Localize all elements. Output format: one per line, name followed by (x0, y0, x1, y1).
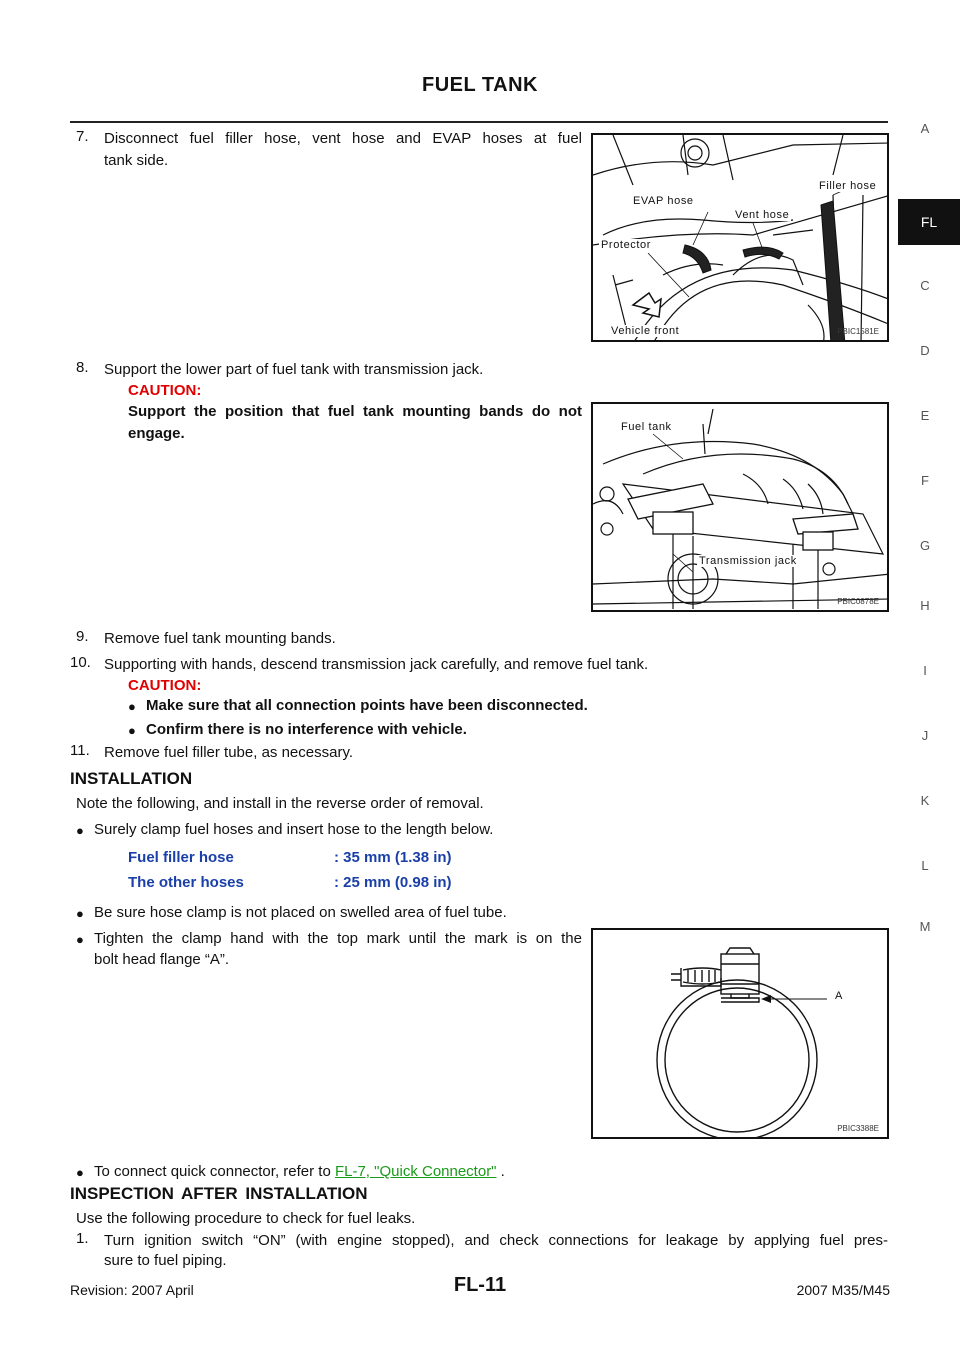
quick-connector-text-end: . (496, 1163, 505, 1180)
inspection-heading: INSPECTION AFTER INSTALLATION (70, 1184, 368, 1203)
step-11-number: 11. (70, 742, 90, 759)
spec-other-hoses-name: The other hoses (128, 874, 244, 891)
bullet-icon: ● (76, 1165, 84, 1180)
installation-bullet-tighten-line1: Tighten the clamp hand with the top mark until the mark is on the (94, 930, 582, 947)
bullet-icon: ● (128, 723, 136, 738)
index-tab-c[interactable]: C (920, 278, 930, 293)
figure-code-2: PBIC0878E (837, 597, 879, 606)
section-index-tabs (890, 0, 960, 1358)
figure-transmission-jack (591, 402, 889, 612)
bullet-icon: ● (76, 823, 84, 838)
label-bolt-head-flange-a: A (835, 990, 843, 1002)
jack-diagram-drawing (593, 404, 889, 612)
figure-code-3: PBIC3388E (837, 1124, 879, 1133)
bullet-icon: ● (76, 932, 84, 947)
label-filler-hose: Filler hose (819, 180, 877, 192)
caution-text-step-8-line2: engage. (128, 425, 185, 442)
installation-bullet-clamp: Surely clamp fuel hoses and insert hose to the length below. (94, 821, 494, 838)
bullet-icon: ● (128, 699, 136, 714)
caution-item-interference: Confirm there is no interference with vehicle. (146, 721, 467, 738)
index-tab-j[interactable]: J (921, 728, 929, 743)
caution-text-step-8-line1: Support the position that fuel tank mounting bands do not (128, 403, 582, 420)
inspection-step-1-line1: Turn ignition switch “ON” (with engine stopped), and check connections for leakage by applying fuel pres- (104, 1232, 888, 1249)
figure-hose-locations (591, 133, 889, 342)
index-tab-fl-active[interactable]: FL (898, 199, 960, 245)
index-tab-a[interactable]: A (920, 121, 930, 136)
index-tab-l[interactable]: L (921, 858, 929, 873)
installation-bullet-swelled: Be sure hose clamp is not placed on swelled area of fuel tube. (94, 904, 507, 921)
label-transmission-jack: Transmission jack (699, 555, 797, 567)
index-tab-e[interactable]: E (920, 408, 930, 423)
step-7-text-line2: tank side. (104, 152, 169, 169)
installation-bullet-tighten-line2: bolt head flange “A”. (94, 951, 230, 968)
index-tab-m[interactable]: M (919, 919, 931, 934)
index-tab-g[interactable]: G (919, 538, 931, 553)
clamp-diagram-drawing (593, 930, 889, 1139)
index-tab-h[interactable]: H (920, 598, 930, 613)
installation-heading: INSTALLATION (70, 769, 193, 788)
caution-label-step-10: CAUTION: (128, 677, 202, 694)
label-vent-hose: Vent hose (735, 209, 790, 221)
step-7-text-line1: Disconnect fuel filler hose, vent hose and EVAP hoses at fuel (104, 130, 582, 147)
label-protector: Protector (601, 239, 652, 251)
step-10-number: 10. (70, 654, 91, 671)
spec-fuel-filler-hose-name: Fuel filler hose (128, 849, 234, 866)
footer-page-number: FL-11 (453, 1274, 507, 1296)
footer-revision: Revision: 2007 April (70, 1282, 194, 1298)
inspection-step-1-number: 1. (76, 1230, 89, 1247)
label-fuel-tank: Fuel tank (621, 421, 672, 433)
inspection-step-1-line2: sure to fuel piping. (104, 1252, 227, 1269)
index-tab-f[interactable]: F (921, 473, 929, 488)
figure-hose-clamp (591, 928, 889, 1139)
figure-code-1: PBIC1581E (837, 327, 879, 336)
index-tab-k[interactable]: K (920, 793, 930, 808)
installation-bullet-quick-connector (94, 1161, 505, 1183)
caution-label-step-8: CAUTION: (128, 382, 202, 399)
bullet-icon: ● (76, 906, 84, 921)
label-evap-hose: EVAP hose (633, 195, 694, 207)
step-7-number: 7. (76, 128, 89, 145)
header-rule (70, 121, 888, 123)
index-tab-i[interactable]: I (923, 663, 927, 678)
index-tab-d[interactable]: D (920, 343, 930, 358)
page-title: FUEL TANK (422, 74, 538, 96)
spec-other-hoses-value: : 25 mm (0.98 in) (334, 874, 452, 891)
caution-item-disconnect: Make sure that all connection points have been disconnected. (146, 697, 588, 714)
quick-connector-link[interactable]: FL-7, "Quick Connector" (334, 1163, 497, 1180)
step-11-text: Remove fuel filler tube, as necessary. (104, 744, 354, 761)
step-8-text: Support the lower part of fuel tank with transmission jack. (104, 361, 484, 378)
installation-intro: Note the following, and install in the reverse order of removal. (76, 795, 484, 812)
step-10-text: Supporting with hands, descend transmission jack carefully, and remove fuel tank. (104, 656, 649, 673)
inspection-intro: Use the following procedure to check for fuel leaks. (76, 1210, 416, 1227)
quick-connector-text: To connect quick connector, refer to (94, 1163, 335, 1180)
step-8-number: 8. (76, 359, 89, 376)
step-9-text: Remove fuel tank mounting bands. (104, 630, 336, 647)
label-vehicle-front: Vehicle front (611, 325, 680, 337)
step-9-number: 9. (76, 628, 89, 645)
spec-fuel-filler-hose-value: : 35 mm (1.38 in) (334, 849, 452, 866)
footer-model: 2007 M35/M45 (796, 1282, 890, 1298)
